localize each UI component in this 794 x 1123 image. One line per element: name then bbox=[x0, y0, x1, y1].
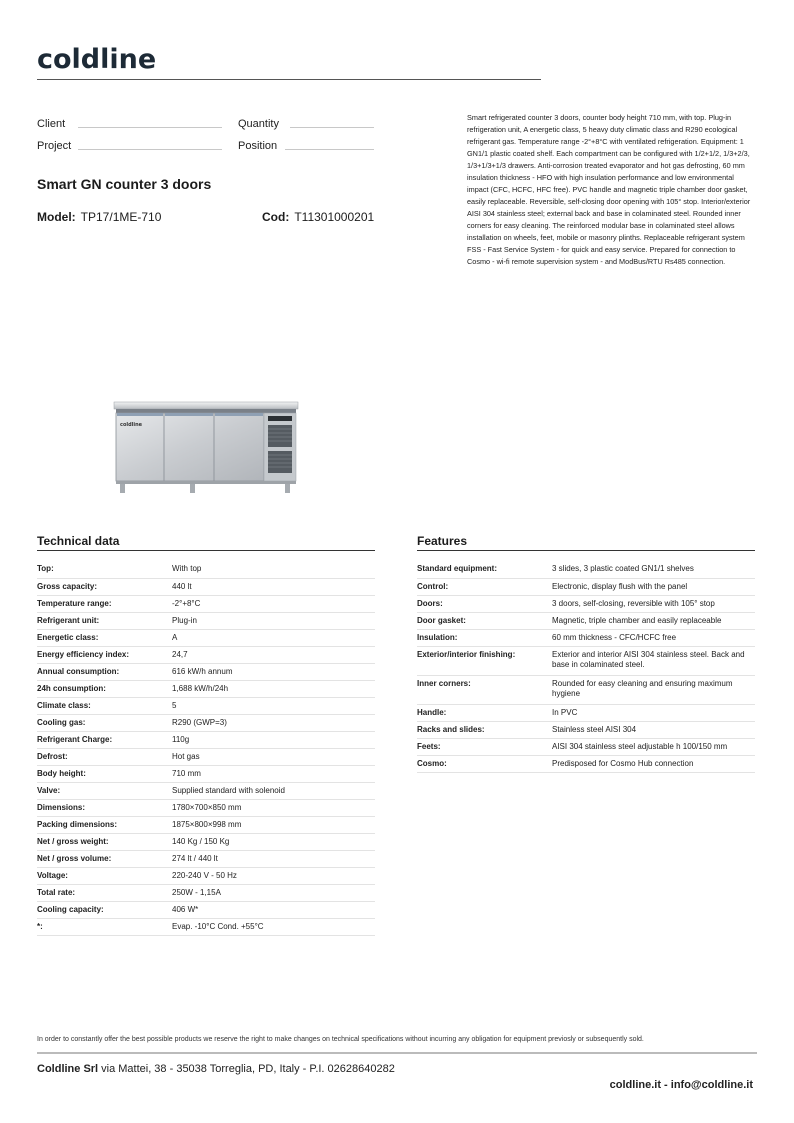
technical-row-key: Climate class: bbox=[37, 697, 172, 714]
technical-row-key: Energetic class: bbox=[37, 629, 172, 646]
company-name: Coldline Srl bbox=[37, 1063, 99, 1075]
project-field[interactable] bbox=[78, 149, 222, 150]
technical-row-value: 1780×700×850 mm bbox=[172, 799, 375, 816]
technical-row bbox=[37, 561, 375, 578]
technical-row bbox=[37, 612, 375, 629]
technical-row-key: Gross capacity: bbox=[37, 578, 172, 595]
technical-row bbox=[37, 663, 375, 680]
technical-row-value: Evap. -10°C Cond. +55°C bbox=[172, 918, 375, 935]
feature-row bbox=[417, 629, 755, 646]
feature-row-value: AISI 304 stainless steel adjustable h 100/150 mm bbox=[552, 738, 755, 755]
feature-row-value: 3 slides, 3 plastic coated GN1/1 shelves bbox=[552, 561, 755, 578]
project-label: Project bbox=[37, 140, 72, 152]
technical-row-value: 1875×800×998 mm bbox=[172, 816, 375, 833]
technical-row-value: R290 (GWP=3) bbox=[172, 714, 375, 731]
feature-row-value: Magnetic, triple chamber and easily replaceable bbox=[552, 612, 755, 629]
feature-row bbox=[417, 578, 755, 595]
technical-row-value: 616 kW/h annum bbox=[172, 663, 375, 680]
technical-row bbox=[37, 782, 375, 799]
features-rule bbox=[417, 550, 755, 551]
technical-row bbox=[37, 595, 375, 612]
quantity-field[interactable] bbox=[290, 127, 374, 128]
technical-row-value: 440 lt bbox=[172, 578, 375, 595]
features-table bbox=[417, 561, 755, 773]
technical-row-key: Refrigerant unit: bbox=[37, 612, 172, 629]
feature-row bbox=[417, 595, 755, 612]
coldline-logo bbox=[37, 44, 167, 74]
feature-row bbox=[417, 561, 755, 578]
model-value: TP17/1ME-710 bbox=[80, 210, 162, 224]
technical-row-key: *: bbox=[37, 918, 172, 935]
technical-row bbox=[37, 646, 375, 663]
technical-row bbox=[37, 748, 375, 765]
product-image bbox=[110, 398, 302, 494]
product-title: Smart GN counter 3 doors bbox=[37, 176, 212, 192]
technical-row bbox=[37, 833, 375, 850]
contact-links[interactable]: coldline.it - info@coldline.it bbox=[609, 1079, 753, 1091]
technical-row bbox=[37, 629, 375, 646]
product-description: Smart refrigerated counter 3 doors, counter body height 710 mm, with top. Plug-in refrigeration unit, A energetic class, 5 heavy duty climatic class and R290 ecological refrigerant gas. Temperature range -2°+8°C with ventilated refrigeration. Equipment: 1 GN1/1 plastic coated shelf. Each compartment can be configured with 1/2+1/2, 1/3+2/3, 1/3+1/3+1/3 drawers. Anti-corrosion treated evaporator and hot gas defrosting, 60 mm insulation thickness - HFO with high insulation performance and low environmental impact (CFC, HCFC, HFC free). PVC handle and magnetic triple chamber door gasket, easily replaceable. Reversible, self-closing door opening with 105° stop. Interior/exterior AISI 304 stainless steel; external back and base in colaminated steel. Rounded inner corners for easy cleaning. The reinforced modular base in colaminated steel allows installation on wheels, feet, mobile or masonry plinths. Replaceable refrigerant system FSS - Fast Service System - for quick and easy service. Prepared for connection to Cosmo - wi-fi remote supervision system - and ModBus/RTU Rs485 connection. bbox=[467, 113, 751, 266]
technical-row bbox=[37, 816, 375, 833]
feature-row-key: Doors: bbox=[417, 595, 552, 612]
company-address: via Mattei, 38 - 35038 Torreglia, PD, Italy - P.I. 02628640282 bbox=[101, 1063, 395, 1075]
technical-row-value: 140 Kg / 150 Kg bbox=[172, 833, 375, 850]
feature-row-value: In PVC bbox=[552, 704, 755, 721]
feature-row-value: Stainless steel AISI 304 bbox=[552, 721, 755, 738]
feature-row-value: Exterior and interior AISI 304 stainless steel. Back and base in colaminated steel. bbox=[552, 646, 755, 675]
technical-row bbox=[37, 901, 375, 918]
technical-row-value: 110g bbox=[172, 731, 375, 748]
technical-row-key: Cooling capacity: bbox=[37, 901, 172, 918]
quantity-label: Quantity bbox=[238, 118, 279, 130]
technical-row bbox=[37, 884, 375, 901]
footer-divider bbox=[37, 1052, 757, 1054]
feature-row bbox=[417, 612, 755, 629]
technical-row-value: 5 bbox=[172, 697, 375, 714]
feature-row-value: Rounded for easy cleaning and ensuring maximum hygiene bbox=[552, 675, 755, 704]
technical-row-value: 250W - 1,15A bbox=[172, 884, 375, 901]
client-label: Client bbox=[37, 118, 66, 130]
feature-row-key: Racks and slides: bbox=[417, 721, 552, 738]
cod-label: Cod: bbox=[262, 210, 290, 224]
client-field[interactable] bbox=[78, 127, 222, 128]
cod-info bbox=[262, 210, 374, 224]
feature-row-key: Control: bbox=[417, 578, 552, 595]
technical-row-key: Annual consumption: bbox=[37, 663, 172, 680]
feature-row bbox=[417, 675, 755, 704]
technical-row-value: Plug-in bbox=[172, 612, 375, 629]
technical-row-value: 274 lt / 440 lt bbox=[172, 850, 375, 867]
technical-row bbox=[37, 578, 375, 595]
feature-row-value: Predisposed for Cosmo Hub connection bbox=[552, 755, 755, 772]
technical-data-table bbox=[37, 561, 375, 936]
technical-row-key: Cooling gas: bbox=[37, 714, 172, 731]
feature-row-key: Standard equipment: bbox=[417, 561, 552, 578]
feature-row-key: Exterior/interior finishing: bbox=[417, 646, 552, 675]
technical-row bbox=[37, 850, 375, 867]
technical-row-key: Defrost: bbox=[37, 748, 172, 765]
feature-row bbox=[417, 738, 755, 755]
technical-row-key: 24h consumption: bbox=[37, 680, 172, 697]
technical-row-key: Body height: bbox=[37, 765, 172, 782]
feature-row-key: Feets: bbox=[417, 738, 552, 755]
feature-row-value: Electronic, display flush with the panel bbox=[552, 578, 755, 595]
feature-row-key: Door gasket: bbox=[417, 612, 552, 629]
model-label: Model: bbox=[37, 210, 76, 224]
feature-row-key: Insulation: bbox=[417, 629, 552, 646]
feature-row bbox=[417, 721, 755, 738]
technical-row-value: A bbox=[172, 629, 375, 646]
technical-data-title: Technical data bbox=[37, 534, 120, 548]
technical-row-value: With top bbox=[172, 561, 375, 578]
technical-row-key: Valve: bbox=[37, 782, 172, 799]
technical-row-value: -2°+8°C bbox=[172, 595, 375, 612]
technical-row-value: 406 W* bbox=[172, 901, 375, 918]
technical-row bbox=[37, 765, 375, 782]
feature-row-key: Inner corners: bbox=[417, 675, 552, 704]
feature-row-key: Cosmo: bbox=[417, 755, 552, 772]
technical-row-key: Net / gross volume: bbox=[37, 850, 172, 867]
technical-row bbox=[37, 680, 375, 697]
technical-row-key: Net / gross weight: bbox=[37, 833, 172, 850]
feature-row-value: 60 mm thickness - CFC/HCFC free bbox=[552, 629, 755, 646]
technical-row bbox=[37, 731, 375, 748]
logo-text: coldline bbox=[37, 44, 157, 74]
company-info bbox=[37, 1063, 395, 1075]
technical-row-key: Energy efficiency index: bbox=[37, 646, 172, 663]
feature-row-value: 3 doors, self-closing, reversible with 105° stop bbox=[552, 595, 755, 612]
technical-row-key: Temperature range: bbox=[37, 595, 172, 612]
position-field[interactable] bbox=[285, 149, 374, 150]
technical-row-value: 710 mm bbox=[172, 765, 375, 782]
technical-row-value: Supplied standard with solenoid bbox=[172, 782, 375, 799]
technical-data-rule bbox=[37, 550, 375, 551]
model-info bbox=[37, 210, 161, 224]
image-logo: coldline bbox=[120, 422, 143, 428]
technical-row bbox=[37, 918, 375, 935]
technical-row-key: Total rate: bbox=[37, 884, 172, 901]
technical-row bbox=[37, 697, 375, 714]
technical-row bbox=[37, 799, 375, 816]
technical-row-key: Refrigerant Charge: bbox=[37, 731, 172, 748]
technical-row-key: Packing dimensions: bbox=[37, 816, 172, 833]
feature-row-key: Handle: bbox=[417, 704, 552, 721]
features-title: Features bbox=[417, 534, 468, 548]
feature-row bbox=[417, 755, 755, 772]
feature-row bbox=[417, 646, 755, 675]
technical-row-value: Hot gas bbox=[172, 748, 375, 765]
feature-row bbox=[417, 704, 755, 721]
technical-row-value: 220-240 V - 50 Hz bbox=[172, 867, 375, 884]
technical-row bbox=[37, 867, 375, 884]
technical-row-value: 24,7 bbox=[172, 646, 375, 663]
technical-row-key: Dimensions: bbox=[37, 799, 172, 816]
disclaimer: In order to constantly offer the best possible products we reserve the right to make changes on technical specifications without incurring any obligation for equipment previosly or subsequently sold. bbox=[37, 1036, 644, 1043]
technical-row-key: Top: bbox=[37, 561, 172, 578]
technical-row bbox=[37, 714, 375, 731]
position-label: Position bbox=[238, 140, 278, 152]
technical-row-key: Voltage: bbox=[37, 867, 172, 884]
technical-row-value: 1,688 kW/h/24h bbox=[172, 680, 375, 697]
header-divider bbox=[37, 79, 541, 80]
cod-value: T11301000201 bbox=[294, 210, 375, 224]
